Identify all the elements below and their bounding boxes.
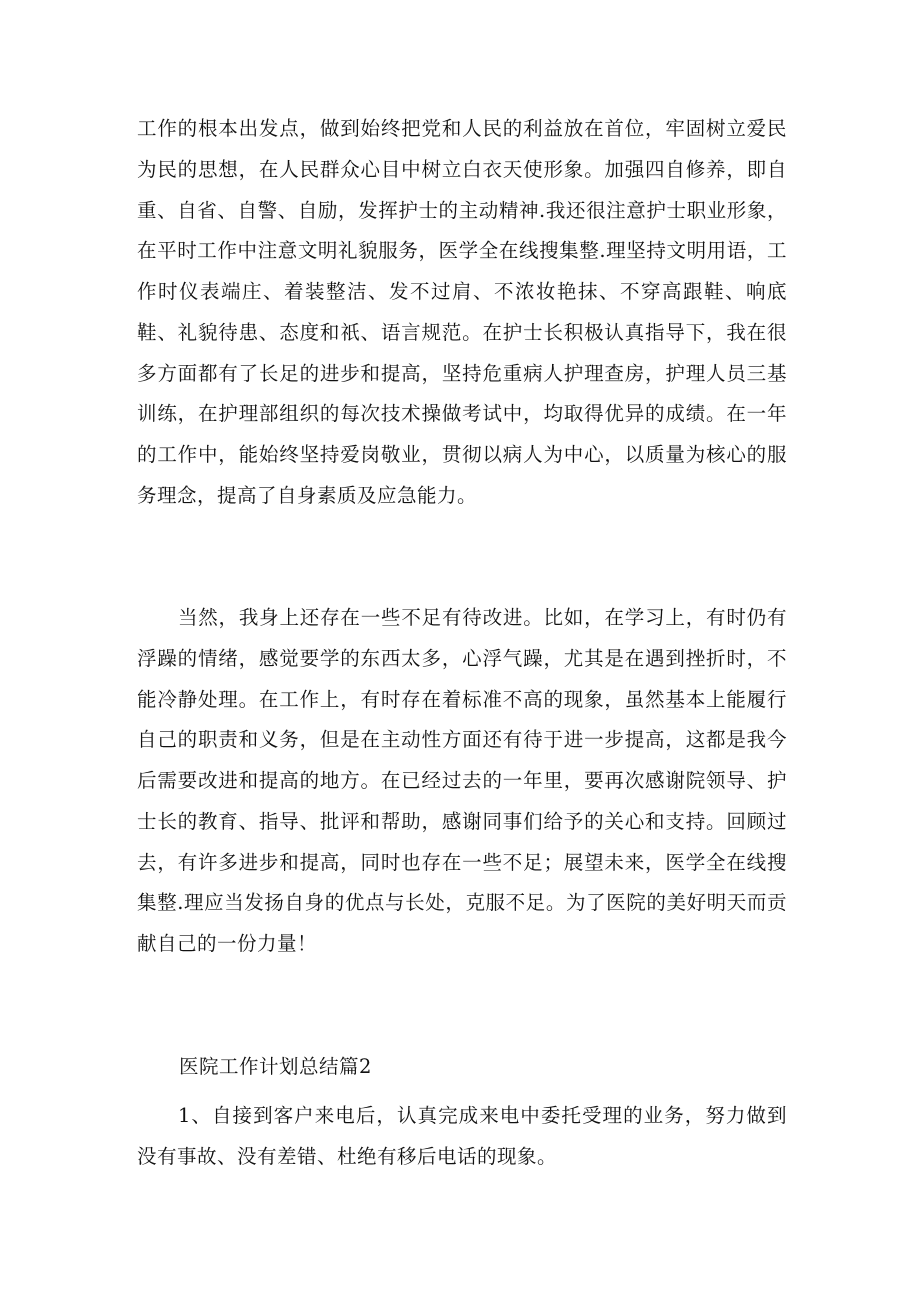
paragraph-shortcomings: 当然，我身上还存在一些不足有待改进。比如，在学习上，有时仍有浮躁的情绪，感觉要学的东西太多，心浮气躁，尤其是在遇到挫折时，不能冷静处理。在工作上，有时存在着标准不高的现象，虽然基本上能履行自己的职责和义务，但是在主动性方面还有待于进一步提高，这都是我今后需要改进和提高的地方。在已经过去的一年里，要再次感谢院领导、护士长的教育、指导、批评和帮助，感谢同事们给予的关心和支持。回顾过去，有许多进步和提高，同时也存在一些不足；展望未来，医学全在线搜集整.理应当发扬自身的优点与长处，克服不足。为了医院的美好明天而贡献自己的一份力量！	[137, 606, 787, 955]
paragraph-continued-work-attitude: 工作的根本出发点，做到始终把党和人民的利益放在首位，牢固树立爱民为民的思想，在人民群众心目中树立白衣天使形象。加强四自修养，即自重、自省、自警、自励，发挥护士的主动精神.我还很注意护士职业形象，在平时工作中注意文明礼貌服务，医学全在线搜集整.理坚持文明用语，工作时仪表端庄、着装整洁、发不过肩、不浓妆艳抹、不穿高跟鞋、响底鞋、礼貌待患、态度和祇、语言规范。在护士长积极认真指导下，我在很多方面都有了长足的进步和提高，坚持危重病人护理查房，护理人员三基训练，在护理部组织的每次技术操做考试中，均取得优异的成绩。在一年的工作中，能始终坚持爱岗敬业，贯彻以病人为中心，以质量为核心的服务理念，提高了自身素质及应急能力。	[137, 117, 787, 507]
list-item-1: 1、自接到客户来电后，认真完成来电中委托受理的业务，努力做到没有事故、没有差错、杜绝有移后电话的现象。	[137, 1104, 787, 1168]
section-heading: 医院工作计划总结篇2	[179, 1055, 372, 1078]
